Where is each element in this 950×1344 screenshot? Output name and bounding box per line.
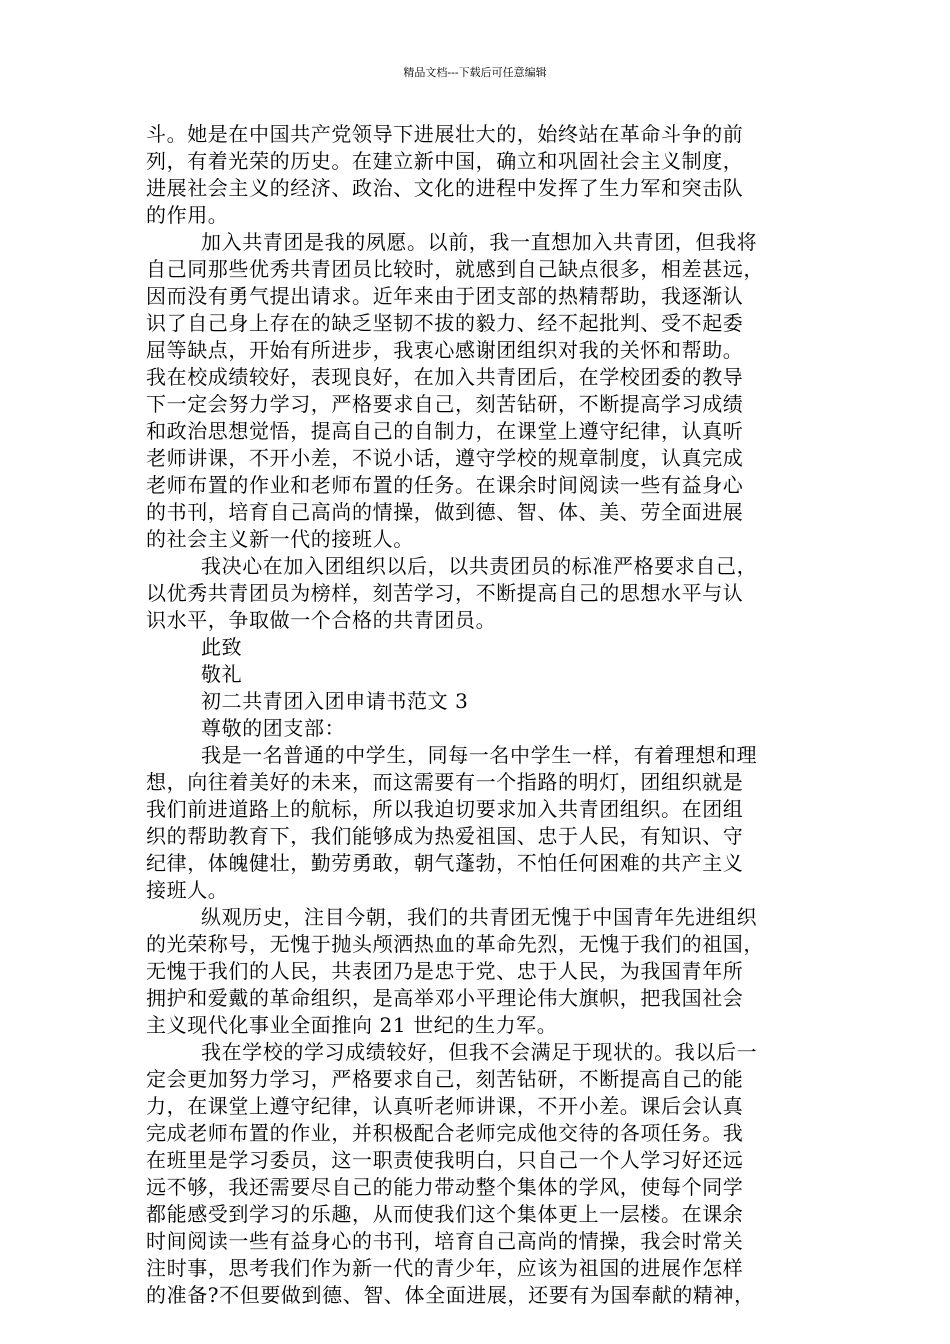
text-line: 我在学校的学习成绩较好，但我不会满足于现状的。我以后一: [201, 1040, 758, 1064]
text-line: 都能感受到学习的乐趣，从而使我们这个集体更上一层楼。在课余: [146, 1202, 744, 1226]
text-line: 想，向往着美好的未来，而这需要有一个指路的明灯，团组织就是: [146, 770, 744, 794]
text-line: 织的帮助教育下，我们能够成为热爱祖国、忠于人民，有知识、守: [146, 824, 744, 848]
text-line: 拥护和爱戴的革命组织，是高举邓小平理论伟大旗帜，把我国社会: [146, 986, 744, 1010]
text-line: 加入共青团是我的夙愿。以前，我一直想加入共青团，但我将: [201, 230, 758, 254]
text-line: 老师布置的作业和老师布置的任务。在课余时间阅读一些有益身心: [146, 473, 744, 497]
text-line: 注时事，思考我们作为新一代的青少年，应该为祖国的进展作怎样: [146, 1256, 744, 1280]
text-line: 此致: [201, 635, 243, 659]
text-line: 时间阅读一些有益身心的书刊，培育自己高尚的情操，我会时常关: [146, 1229, 744, 1253]
text-line: 下一定会努力学习，严格要求自己，刻苦钻研，不断提高学习成绩: [146, 392, 744, 416]
text-line: 以优秀共青团员为榜样，刻苦学习，不断提高自己的思想水平与认: [146, 581, 744, 605]
text-line: 纪律，体魄健壮，勤劳勇敢，朝气蓬勃，不怕任何困难的共产主义: [146, 851, 744, 875]
text-line: 在班里是学习委员，这一职责使我明白，只自己一个人学习好还远: [146, 1148, 744, 1172]
text-line: 的光荣称号，无愧于抛头颅洒热血的革命先烈，无愧于我们的祖国，: [146, 932, 764, 956]
text-line: 的社会主义新一代的接班人。: [146, 527, 414, 551]
text-line: 斗。她是在中国共产党领导下进展壮大的，始终站在革命斗争的前: [146, 122, 744, 146]
text-line: 完成老师布置的作业，并积极配合老师完成他交待的各项任务。我: [146, 1121, 744, 1145]
text-line: 尊敬的团支部：: [201, 716, 346, 740]
text-line: 的准备?不但要做到德、智、体全面进展，还要有为国奉献的精神，: [146, 1283, 755, 1307]
text-line: 接班人。: [146, 878, 229, 902]
text-line: 的作用。: [146, 203, 229, 227]
text-line: 纵观历史，注目今朝，我们的共青团无愧于中国青年先进组织: [201, 905, 758, 929]
text-line: 远不够，我还需要尽自己的能力带动整个集体的学风，使每个同学: [146, 1175, 744, 1199]
text-line: 自己同那些优秀共青团员比较时，就感到自己缺点很多，相差甚远，: [146, 257, 764, 281]
text-line: 主义现代化事业全面推向 21 世纪的生力军。: [146, 1013, 558, 1037]
text-line: 老师讲课，不开小差，不说小话，遵守学校的规章制度，认真完成: [146, 446, 744, 470]
page-header: 精品文档---下载后可任意编辑: [403, 66, 547, 79]
text-line: 我们前进道路上的航标，所以我迫切要求加入共青团组织。在团组: [146, 797, 744, 821]
text-line: 我在校成绩较好，表现良好，在加入共青团后，在学校团委的教导: [146, 365, 744, 389]
text-line: 敬礼: [201, 662, 243, 686]
text-line: 我决心在加入团组织以后，以共责团员的标准严格要求自己，: [201, 554, 758, 578]
text-line: 初二共青团入团申请书范文 3: [201, 689, 469, 713]
text-line: 列，有着光荣的历史。在建立新中国，确立和巩固社会主义制度，: [146, 149, 744, 173]
text-line: 识了自己身上存在的缺乏坚韧不拔的毅力、经不起批判、受不起委: [146, 311, 744, 335]
text-line: 的书刊，培育自己高尚的情操，做到德、智、体、美、劳全面进展: [146, 500, 744, 524]
text-line: 力，在课堂上遵守纪律，认真听老师讲课，不开小差。课后会认真: [146, 1094, 744, 1118]
text-line: 进展社会主义的经济、政治、文化的进程中发挥了生力军和突击队: [146, 176, 744, 200]
text-line: 无愧于我们的人民，共表团乃是忠于党、忠于人民，为我国青年所: [146, 959, 744, 983]
text-line: 定会更加努力学习，严格要求自己，刻苦钻研，不断提高自己的能: [146, 1067, 744, 1091]
text-line: 因而没有勇气提出请求。近年来由于团支部的热精帮助，我逐渐认: [146, 284, 744, 308]
document-body: [146, 121, 808, 1309]
text-line: 识水平，争取做一个合格的共青团员。: [146, 608, 497, 632]
text-line: 和政治思想觉悟，提高自己的自制力，在课堂上遵守纪律，认真听: [146, 419, 744, 443]
text-line: 屈等缺点，开始有所进步，我衷心感谢团组织对我的关怀和帮助。: [146, 338, 744, 362]
text-line: 我是一名普通的中学生，同每一名中学生一样，有着理想和理: [201, 743, 758, 767]
